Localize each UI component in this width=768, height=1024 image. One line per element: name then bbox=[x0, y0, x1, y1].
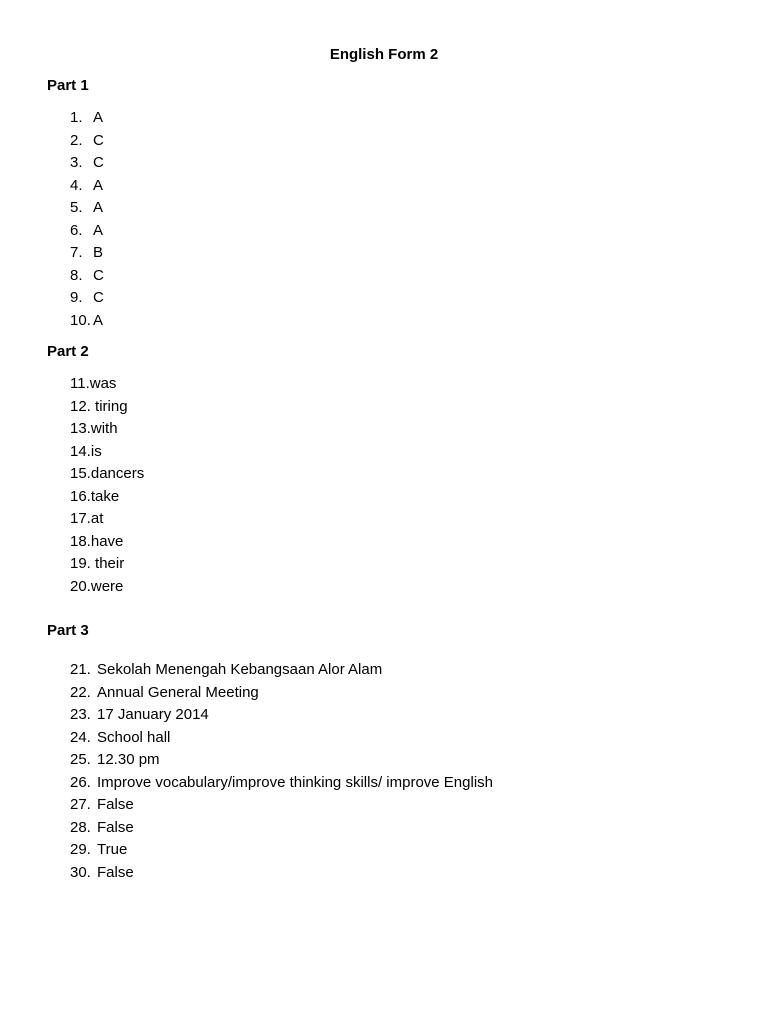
answer-number: 9. bbox=[70, 289, 83, 306]
answer-item bbox=[70, 508, 144, 531]
answer-item bbox=[70, 704, 493, 727]
answer-item bbox=[70, 727, 493, 750]
answer-number: 29. bbox=[70, 841, 91, 858]
answer-text: True bbox=[97, 841, 128, 858]
answer-item bbox=[70, 197, 104, 220]
part-2-heading: Part 2 bbox=[47, 343, 89, 360]
part-1-heading: Part 1 bbox=[47, 77, 89, 94]
answer-text: C bbox=[93, 266, 104, 284]
answer-text: C bbox=[93, 154, 104, 171]
answer-number: 4. bbox=[70, 176, 83, 194]
answer-number: 2. bbox=[70, 131, 83, 149]
answer-number: 24. bbox=[70, 728, 91, 746]
answer-number: 7. bbox=[70, 244, 83, 261]
answer-item bbox=[70, 107, 104, 130]
answer-number: 8. bbox=[70, 266, 83, 284]
answer-item bbox=[70, 463, 144, 486]
answer-number: 10. bbox=[70, 311, 91, 329]
answer-item bbox=[70, 772, 493, 795]
answer-number: 5. bbox=[70, 199, 83, 216]
answer-text: C bbox=[93, 289, 104, 306]
answer-number: 14. bbox=[70, 442, 91, 460]
answer-item bbox=[70, 418, 144, 441]
answer-number: 15. bbox=[70, 465, 91, 482]
document-title: English Form 2 bbox=[329, 46, 439, 63]
answer-text: with bbox=[90, 420, 118, 437]
answer-number: 23. bbox=[70, 706, 91, 723]
answer-number: 26. bbox=[70, 773, 91, 791]
answer-text: False bbox=[97, 863, 134, 881]
answer-number: 6. bbox=[70, 221, 83, 239]
answer-text: False bbox=[97, 818, 134, 836]
answer-number: 30. bbox=[70, 863, 91, 881]
answer-text: tiring bbox=[90, 397, 128, 415]
answer-number: 28. bbox=[70, 818, 91, 836]
answer-item bbox=[70, 862, 493, 885]
answer-text: A bbox=[93, 109, 104, 126]
answer-item bbox=[70, 553, 144, 576]
part-2-answer-list bbox=[70, 373, 144, 598]
answer-text: 17 January 2014 bbox=[97, 706, 209, 723]
answer-text: was bbox=[89, 375, 117, 392]
part-1-answer-list bbox=[70, 107, 104, 332]
answer-item bbox=[70, 152, 104, 175]
answer-item bbox=[70, 839, 493, 862]
answer-text: A bbox=[93, 311, 104, 329]
answer-item bbox=[70, 265, 104, 288]
answer-number: 16. bbox=[70, 487, 91, 505]
answer-item bbox=[70, 175, 104, 198]
answer-item bbox=[70, 441, 144, 464]
answer-text: their bbox=[90, 555, 125, 572]
answer-item bbox=[70, 659, 493, 682]
answer-number: 25. bbox=[70, 751, 91, 768]
answer-item bbox=[70, 486, 144, 509]
answer-text: at bbox=[90, 510, 104, 527]
answer-item bbox=[70, 749, 493, 772]
answer-text: School hall bbox=[97, 728, 171, 746]
answer-text: False bbox=[97, 796, 134, 813]
answer-item bbox=[70, 682, 493, 705]
answer-text: were bbox=[90, 577, 124, 595]
answer-number: 18. bbox=[70, 532, 91, 550]
part-3-answer-list bbox=[70, 659, 493, 884]
answer-item bbox=[70, 531, 144, 554]
answer-number: 11. bbox=[70, 375, 90, 392]
part-3-heading: Part 3 bbox=[47, 622, 89, 639]
answer-number: 1. bbox=[70, 109, 83, 126]
answer-text: C bbox=[93, 131, 104, 149]
answer-number: 13. bbox=[70, 420, 91, 437]
answer-number: 3. bbox=[70, 154, 83, 171]
answer-text: A bbox=[93, 176, 104, 194]
answer-item bbox=[70, 817, 493, 840]
answer-number: 17. bbox=[70, 510, 91, 527]
answer-text: dancers bbox=[90, 465, 145, 482]
answer-number: 27. bbox=[70, 796, 91, 813]
answer-item bbox=[70, 576, 144, 599]
answer-number: 19. bbox=[70, 555, 91, 572]
answer-item bbox=[70, 130, 104, 153]
answer-text: Annual General Meeting bbox=[97, 683, 259, 701]
answer-number: 20. bbox=[70, 577, 91, 595]
answer-item bbox=[70, 794, 493, 817]
answer-item bbox=[70, 310, 104, 333]
answer-number: 21. bbox=[70, 661, 91, 678]
answer-text: have bbox=[90, 532, 124, 550]
answer-text: Improve vocabulary/improve thinking skills/ improve English bbox=[97, 773, 493, 791]
answer-number: 22. bbox=[70, 683, 91, 701]
answer-item bbox=[70, 220, 104, 243]
answer-text: A bbox=[93, 199, 104, 216]
answer-text: Sekolah Menengah Kebangsaan Alor Alam bbox=[97, 661, 383, 678]
answer-number: 12. bbox=[70, 397, 91, 415]
answer-item bbox=[70, 242, 104, 265]
answer-text: 12.30 pm bbox=[97, 751, 160, 768]
answer-text: A bbox=[93, 221, 104, 239]
answer-item bbox=[70, 373, 144, 396]
answer-text: take bbox=[90, 487, 120, 505]
answer-item bbox=[70, 287, 104, 310]
answer-text: is bbox=[90, 442, 102, 460]
answer-item bbox=[70, 396, 144, 419]
answer-text: B bbox=[93, 244, 104, 261]
